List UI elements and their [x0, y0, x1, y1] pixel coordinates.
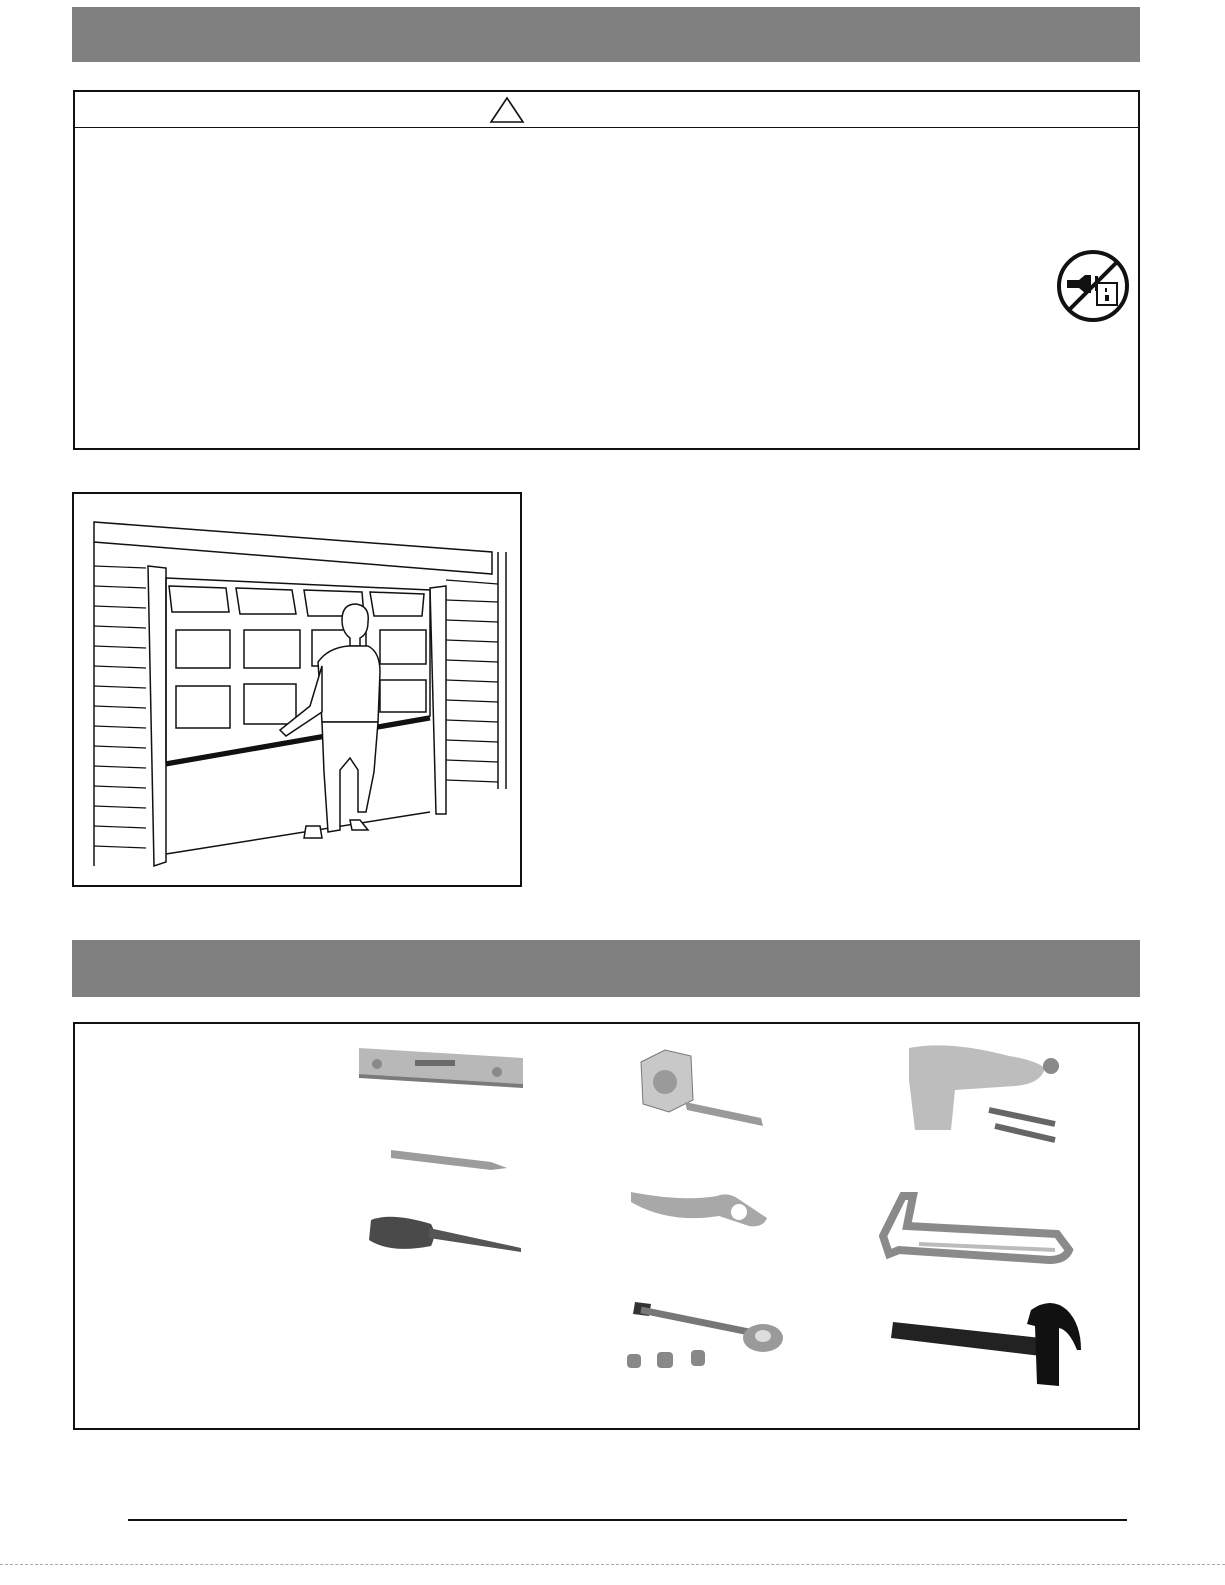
pencil-image — [387, 1144, 511, 1174]
no-plug-outlet-icon — [1055, 248, 1131, 324]
hacksaw-image — [879, 1188, 1075, 1268]
tape-measure-image — [635, 1042, 775, 1134]
level-tool-image — [355, 1044, 529, 1090]
screwdriver-image — [365, 1210, 525, 1260]
garage-door-figure — [72, 492, 522, 887]
power-drill-image — [905, 1038, 1085, 1148]
tools-box — [73, 1022, 1140, 1430]
section-header-bar-tools — [72, 940, 1140, 997]
warning-header — [75, 92, 1138, 128]
section-header-bar — [72, 7, 1140, 62]
footer-rule — [128, 1519, 1127, 1521]
socket-wrench-image — [611, 1296, 791, 1376]
pliers-image — [627, 1184, 777, 1234]
page-bottom-rule — [0, 1564, 1225, 1566]
warning-box — [73, 90, 1140, 450]
warning-triangle-icon — [489, 96, 525, 124]
hammer-image — [889, 1300, 1087, 1390]
person-opening-garage-door-illustration — [74, 494, 520, 885]
